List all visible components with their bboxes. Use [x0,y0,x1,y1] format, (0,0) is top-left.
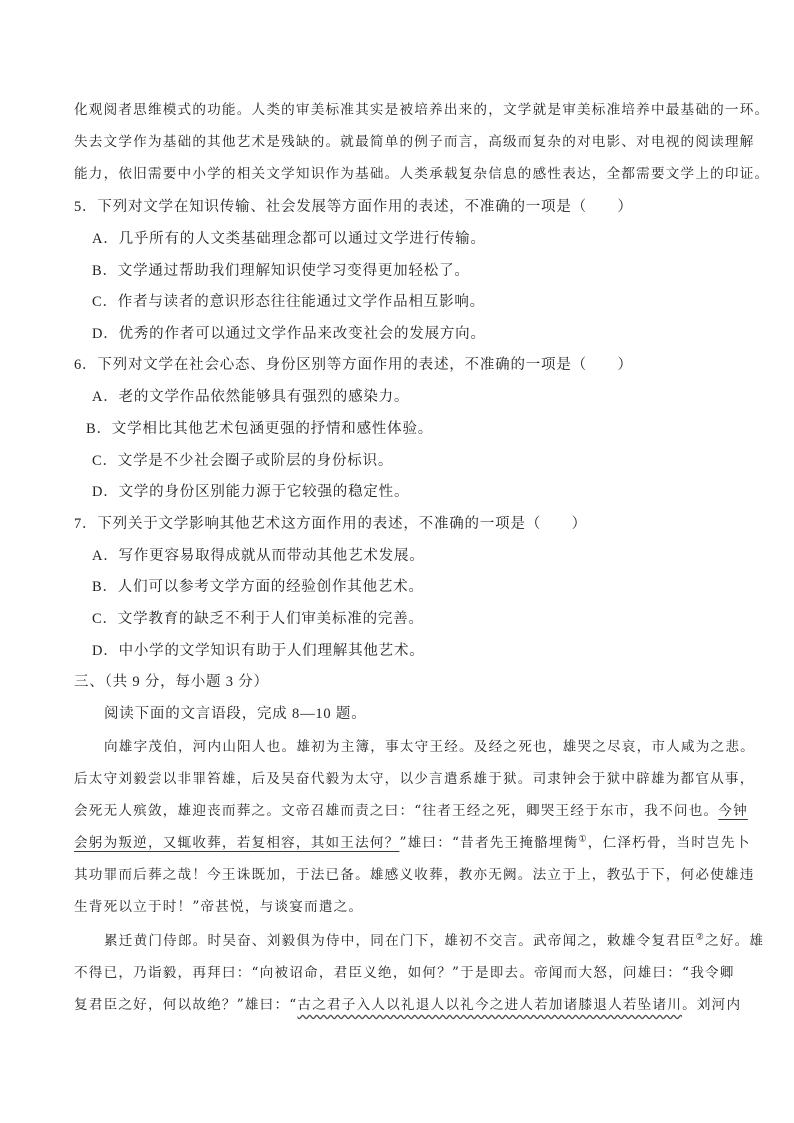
classical-text-line-4-plain: ”雄曰：“昔者先王掩骼埋胔 [399,835,579,851]
footnote-marker-2: ② [695,932,706,943]
classical-text-line-7-b: 之好。雄 [705,933,765,949]
classical-text-line-3 [74,801,748,821]
footnote-marker-1: ① [578,834,588,845]
question-6-option-c: C．文学是不少社会圈子或阶层的身份标识。 [92,453,394,469]
question-6-stem: 6．下列对文学在社会心态、身份区别等方面作用的表述，不准确的一项是（ ） [74,357,633,373]
classical-text-line-2: 后太守刘毅尝以非罪笞雄，后及吴奋代毅为太守，以少言遣系雄于狱。司隶钟会于狱中辟雄为都官从事， [74,771,755,787]
question-6-option-d: D．文学的身份区别能力源于它较强的稳定性。 [92,484,410,500]
section-3-instruction: 阅读下面的文言语段，完成 8—10 题。 [104,706,367,722]
underlined-sentence-start: 今钟 [718,803,748,819]
classical-text-line-4 [74,833,751,853]
question-7-option-d: D．中小学的文学知识有助于人们理解其他艺术。 [92,643,425,659]
passage-line-1: 化观阅者思维模式的功能。人类的审美标准其实是被培养出来的，文学就是审美标准培养中最基础的一环。 [74,102,770,118]
passage-line-3: 能力，依旧需要中小学的相关文学知识作为基础。人类承载复杂信息的感性表达，全都需要文学上的印证。 [74,166,770,182]
classical-text-line-9-a: 复君臣之好，何以故绝？”雄曰：“ [74,997,298,1013]
classical-text-line-7 [104,931,764,951]
question-5-option-b: B．文学通过帮助我们理解知识使学习变得更加轻松了。 [92,263,470,279]
question-7-option-c: C．文学教育的缺乏不利于人们审美标准的完善。 [92,611,424,627]
classical-text-line-9-b: 。刘河内 [682,997,742,1013]
passage-line-2: 失去文学作为基础的其他艺术是残缺的。就最简单的例子而言，高级而复杂的对电影、对电视的阅读理解 [74,134,755,150]
question-7-option-b: B．人们可以参考文学方面的经验创作其他艺术。 [92,579,424,595]
classical-text-line-8: 不得已，乃诣毅，再拜曰：“向被诏命，君臣义绝，如何？”于是即去。帝闻而大怒，问雄曰：“我令卿 [74,965,735,981]
question-5-option-c: C．作者与读者的意识形态往往能通过文学作品相互影响。 [92,294,485,310]
question-7-stem: 7．下列关于文学影响其他艺术这方面作用的表述，不准确的一项是（ ） [74,516,587,532]
section-3-heading: 三、（共 9 分，每小题 3 分） [74,674,269,690]
wavy-underlined-sentence: 古之君子入人以礼退人以礼今之进人若加诸膝退人若坠诸川 [297,997,683,1013]
classical-text-line-1: 向雄字茂伯，河内山阳人也。雄初为主簿，事太守王经。及经之死也，雄哭之尽哀，市人咸为之悲。 [104,739,755,755]
classical-text-line-4-tail: ，仁泽朽骨，当时岂先卜 [587,835,751,851]
classical-text-line-7-a: 累迁黄门侍郎。时吴奋、刘毅俱为侍中，同在门下，雄初不交言。武帝闻之，敕雄令复君臣 [104,933,696,949]
question-6-option-b: B．文学相比其他艺术包涵更强的抒情和感性体验。 [86,421,434,437]
question-5-stem: 5．下列对文学在知识传输、社会发展等方面作用的表述，不准确的一项是（ ） [74,199,633,215]
classical-text-line-5: 其功罪而后葬之哉！今王诛既加，于法已备。雄感义收葬，教亦无阙。法立于上，教弘于下，何必使雄违 [74,867,755,883]
classical-text-line-3-plain: 会死无人殡敛，雄迎丧而葬之。文帝召雄而责之曰：“往者王经之死，卿哭王经于东市，我不问也。 [74,803,719,819]
classical-text-line-6: 生背死以立于时！”帝甚悦，与谈宴而遣之。 [74,899,364,915]
underlined-sentence-end: 会躬为叛逆，又辄收葬，若复相容，其如王法何？ [74,835,400,851]
question-6-option-a: A．老的文学作品依然能够具有强烈的感染力。 [92,389,410,405]
classical-text-line-9 [74,995,741,1015]
question-5-option-a: A．几乎所有的人文类基础理念都可以通过文学进行传输。 [92,231,486,247]
question-7-option-a: A．写作更容易取得成就从而带动其他艺术发展。 [92,548,425,564]
question-5-option-d: D．优秀的作者可以通过文学作品来改变社会的发展方向。 [92,326,486,342]
